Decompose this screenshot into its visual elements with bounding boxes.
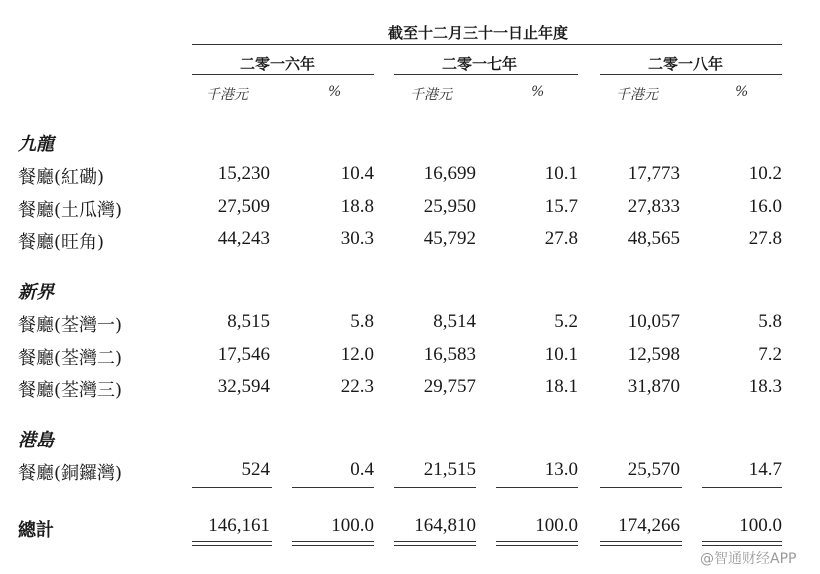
cell-2018-amount: 48,565 — [627, 228, 680, 249]
year-underline-2018 — [600, 74, 782, 75]
period-underline — [192, 44, 782, 45]
subtotal-rule-2016-amount — [192, 487, 272, 488]
cell-2017-percent: 15.7 — [544, 196, 578, 217]
cell-2016-amount: 32,594 — [217, 376, 270, 397]
total-double-rule-top-2018-amount — [600, 541, 682, 542]
cell-2017-percent: 10.1 — [544, 163, 578, 184]
cell-2016-amount: 44,243 — [217, 228, 270, 249]
subtotal-rule-2018-amount — [600, 487, 682, 488]
cell-2016-amount: 524 — [241, 459, 270, 480]
total-label: 總計 — [18, 520, 54, 541]
cell-2016-percent: 12.0 — [340, 344, 374, 365]
row-label: 餐廳(荃灣一) — [18, 315, 123, 336]
unit-percent-2018: % — [735, 84, 749, 100]
total-2018-amount: 174,266 — [618, 515, 680, 536]
cell-2018-percent: 7.2 — [758, 344, 782, 365]
total-double-rule-top-2016-percent — [292, 541, 374, 542]
cell-2017-amount: 16,583 — [423, 344, 476, 365]
cell-2018-percent: 5.8 — [758, 311, 782, 332]
row-label: 餐廳(銅鑼灣) — [18, 463, 123, 484]
cell-2016-percent: 22.3 — [340, 376, 374, 397]
cell-2016-percent: 5.8 — [350, 311, 374, 332]
cell-2017-amount: 29,757 — [423, 376, 476, 397]
total-double-rule-bottom-2016-percent — [292, 545, 374, 546]
cell-2017-percent: 5.2 — [554, 311, 578, 332]
row-label: 餐廳(荃灣三) — [18, 380, 123, 401]
subtotal-rule-2017-amount — [394, 487, 476, 488]
cell-2017-amount: 25,950 — [423, 196, 476, 217]
cell-2017-percent: 13.0 — [544, 459, 578, 480]
section-title-hong-kong-island: 港島 — [18, 430, 54, 451]
cell-2017-percent: 10.1 — [544, 344, 578, 365]
total-double-rule-top-2017-percent — [496, 541, 578, 542]
cell-2016-percent: 30.3 — [340, 228, 374, 249]
year-header-2016: 二零一六年 — [240, 55, 316, 73]
year-underline-2017 — [394, 74, 578, 75]
section-title-new-territories: 新界 — [18, 282, 54, 303]
row-label: 餐廳(荃灣二) — [18, 348, 123, 369]
total-double-rule-bottom-2016-amount — [192, 545, 272, 546]
total-double-rule-top-2018-percent — [702, 541, 782, 542]
total-double-rule-bottom-2018-percent — [702, 545, 782, 546]
unit-amount-2018: 千港元 — [616, 87, 658, 103]
cell-2016-amount: 8,515 — [227, 311, 270, 332]
cell-2016-percent: 10.4 — [340, 163, 374, 184]
cell-2016-amount: 15,230 — [217, 163, 270, 184]
cell-2016-percent: 0.4 — [350, 459, 374, 480]
total-double-rule-bottom-2018-amount — [600, 545, 682, 546]
cell-2017-amount: 16,699 — [423, 163, 476, 184]
cell-2018-percent: 16.0 — [748, 196, 782, 217]
total-2016-percent: 100.0 — [331, 515, 374, 536]
total-2018-percent: 100.0 — [739, 515, 782, 536]
unit-percent-2016: % — [328, 84, 342, 100]
unit-percent-2017: % — [531, 84, 545, 100]
total-double-rule-top-2016-amount — [192, 541, 272, 542]
cell-2016-amount: 27,509 — [217, 196, 270, 217]
cell-2018-percent: 18.3 — [748, 376, 782, 397]
unit-amount-2016: 千港元 — [206, 87, 248, 103]
total-2016-amount: 146,161 — [208, 515, 270, 536]
cell-2017-percent: 18.1 — [544, 376, 578, 397]
cell-2018-amount: 12,598 — [627, 344, 680, 365]
cell-2017-percent: 27.8 — [544, 228, 578, 249]
unit-amount-2017: 千港元 — [410, 87, 452, 103]
cell-2018-amount: 17,773 — [627, 163, 680, 184]
total-2017-percent: 100.0 — [535, 515, 578, 536]
cell-2018-amount: 10,057 — [627, 311, 680, 332]
cell-2016-percent: 18.8 — [340, 196, 374, 217]
year-header-2018: 二零一八年 — [648, 55, 724, 73]
cell-2018-amount: 31,870 — [627, 376, 680, 397]
subtotal-rule-2017-percent — [496, 487, 578, 488]
cell-2018-amount: 25,570 — [627, 459, 680, 480]
row-label: 餐廳(土瓜灣) — [18, 200, 123, 221]
row-label: 餐廳(旺角) — [18, 232, 105, 253]
total-double-rule-bottom-2017-amount — [394, 545, 476, 546]
cell-2018-percent: 10.2 — [748, 163, 782, 184]
cell-2017-amount: 45,792 — [423, 228, 476, 249]
cell-2016-amount: 17,546 — [217, 344, 270, 365]
cell-2017-amount: 21,515 — [423, 459, 476, 480]
subtotal-rule-2018-percent — [702, 487, 782, 488]
year-header-2017: 二零一七年 — [442, 55, 518, 73]
subtotal-rule-2016-percent — [292, 487, 374, 488]
section-title-kowloon: 九龍 — [18, 134, 54, 155]
cell-2018-amount: 27,833 — [627, 196, 680, 217]
total-double-rule-bottom-2017-percent — [496, 545, 578, 546]
cell-2018-percent: 14.7 — [748, 459, 782, 480]
cell-2018-percent: 27.8 — [748, 228, 782, 249]
watermark-text: @智通财经APP — [700, 551, 797, 567]
year-underline-2016 — [192, 74, 374, 75]
period-header: 截至十二月三十一日止年度 — [388, 24, 569, 42]
row-label: 餐廳(紅磡) — [18, 167, 105, 188]
cell-2017-amount: 8,514 — [433, 311, 476, 332]
total-double-rule-top-2017-amount — [394, 541, 476, 542]
total-2017-amount: 164,810 — [414, 515, 476, 536]
